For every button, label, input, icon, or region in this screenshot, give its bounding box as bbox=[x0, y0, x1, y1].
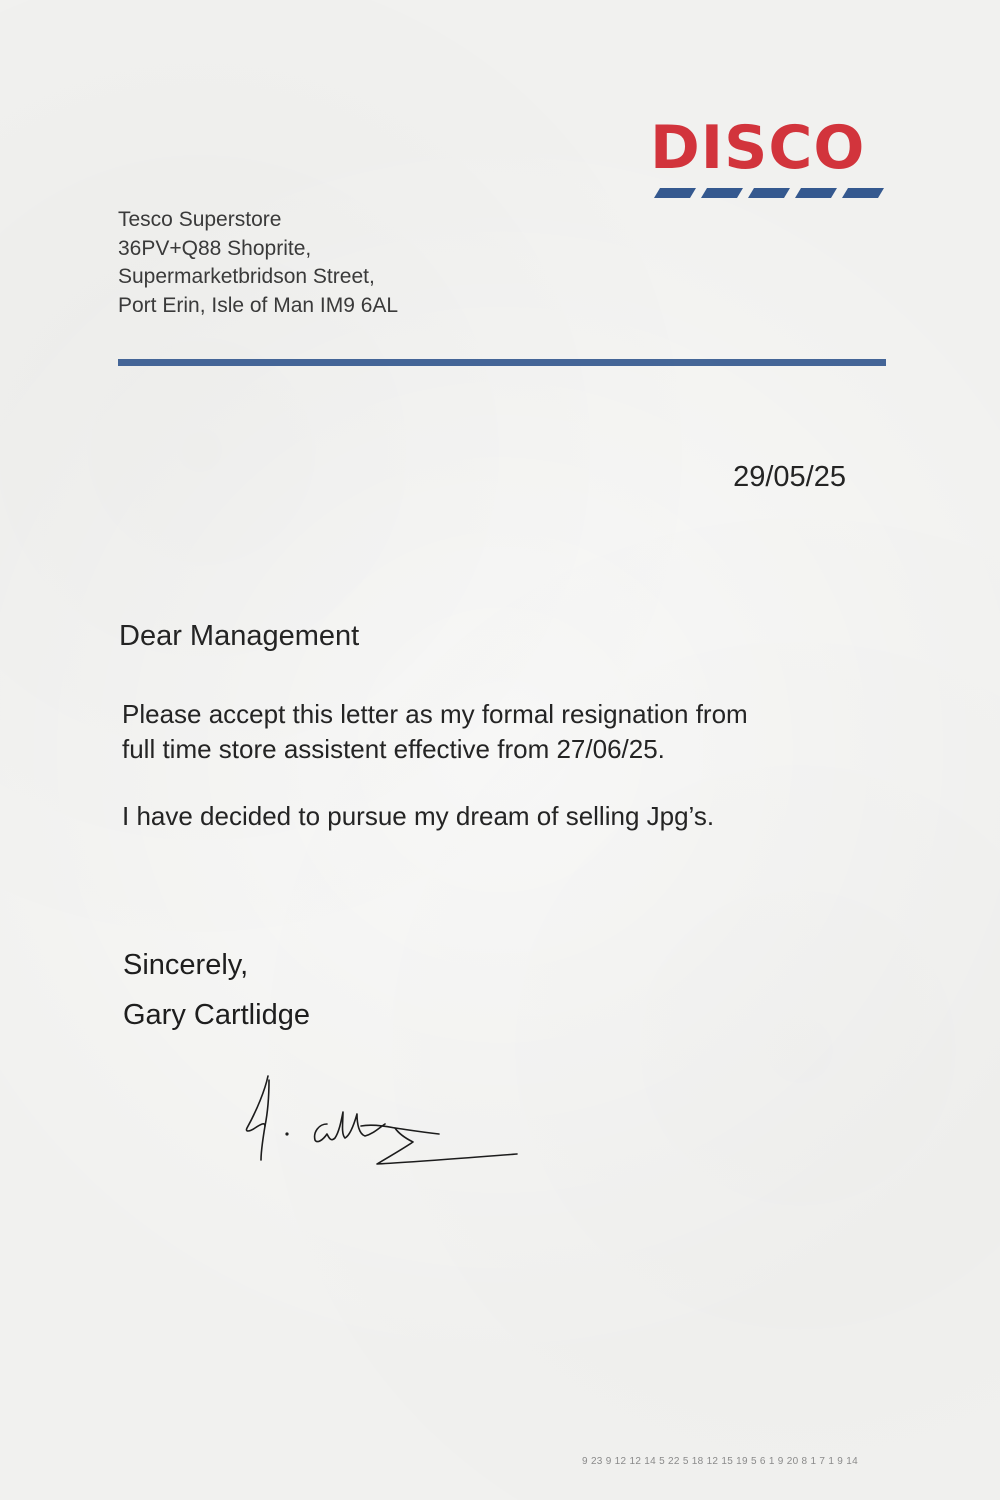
address-line: Tesco Superstore bbox=[118, 208, 282, 231]
body-line: Please accept this letter as my formal resignation from bbox=[122, 699, 748, 729]
body-paragraph bbox=[122, 697, 882, 767]
body-line: full time store assistent effective from 27/06/25. bbox=[122, 734, 665, 764]
address-line: Port Erin, Isle of Man IM9 6AL bbox=[118, 293, 399, 317]
address-line: Supermarketbridson Street, bbox=[118, 265, 375, 289]
handwritten-signature-icon bbox=[235, 1068, 535, 1188]
letter-date: 29/05/25 bbox=[733, 461, 846, 493]
address-line: 36PV+Q88 Shoprite, bbox=[118, 236, 312, 260]
header-divider bbox=[118, 359, 886, 366]
store-address bbox=[118, 206, 398, 320]
signer-name: Gary Cartlidge bbox=[123, 999, 310, 1031]
salutation: Dear Management bbox=[119, 620, 360, 652]
logo-wordmark: DISCO bbox=[650, 113, 866, 183]
valediction: Sincerely, bbox=[123, 949, 249, 981]
body-line: I have decided to pursue my dream of selling Jpg’s. bbox=[122, 801, 715, 831]
logo-stripes-icon bbox=[654, 188, 886, 198]
closing bbox=[123, 940, 310, 1040]
body-paragraph bbox=[122, 799, 882, 834]
letter-body bbox=[122, 697, 882, 834]
disco-logo bbox=[650, 113, 890, 208]
serial-number: 9 23 9 12 12 14 5 22 5 18 12 15 19 5 6 1 9 20 8 1 7 1 9 14 bbox=[582, 1456, 858, 1467]
